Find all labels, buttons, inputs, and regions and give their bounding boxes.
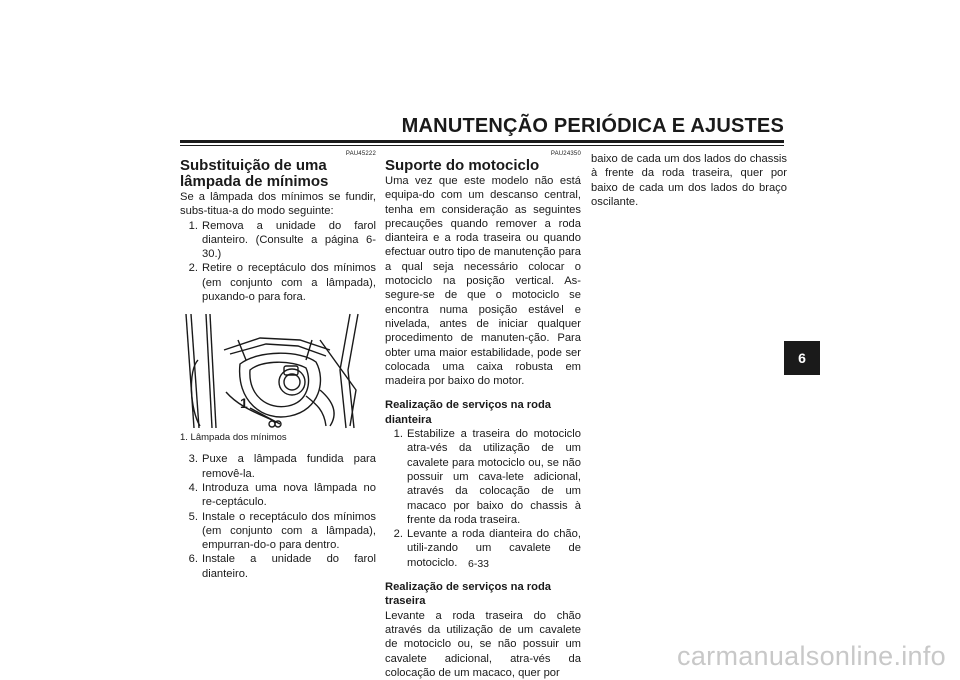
rear-wheel-text: Levante a roda traseira do chão através da utilização de um cavalete de motociclo ou, se não possuir um cavalete adicional, atra-vés da colocação de um macaco, quer por	[385, 609, 581, 679]
step-number: 5.	[188, 510, 198, 523]
subheading-rear-wheel: Realização de serviços na roda traseira	[385, 581, 552, 608]
step-text: Puxe a lâmpada fundida para removê-la.	[202, 453, 376, 480]
section-title-stand: Suporte do motociclo	[385, 157, 540, 174]
rear-wheel-text-continued: baixo de cada um dos lados do chassis à frente da roda traseira, quer por baixo de cada um dos lados do braço oscilante.	[591, 153, 787, 208]
header-rule-thin	[180, 145, 784, 146]
steps-list-a	[180, 219, 376, 305]
step-number: 1.	[188, 219, 198, 232]
figure-caption: 1. Lâmpada dos mínimos	[180, 432, 287, 444]
step-item	[180, 481, 376, 510]
step-item	[385, 427, 581, 527]
front-steps-list	[385, 427, 581, 570]
step-number: 6.	[188, 553, 198, 566]
step-text: Retire o receptáculo dos mínimos (em conjunto com a lâmpada), puxando-o para fora.	[202, 262, 376, 304]
subheading-front-wheel: Realização de serviços na roda dianteira	[385, 399, 552, 426]
steps-list-b	[180, 452, 376, 581]
step-number: 4.	[188, 481, 198, 494]
header-rule	[180, 140, 784, 143]
step-number: 1.	[393, 428, 403, 441]
step-number: 2.	[188, 262, 198, 275]
step-text: Introduza uma nova lâmpada no re-ceptáculo.	[202, 481, 376, 509]
step-text: Levante a roda dianteira do chão, utili-zando um cavalete de motociclo.	[407, 528, 581, 569]
column-left	[180, 150, 376, 581]
column-right	[591, 152, 787, 209]
step-text: Estabilize a traseira do motociclo atra-vés da utilização de um cavalete para motociclo ou, se não possuir um cava-lete adicional, através da colocação de um macaco por baixo do chassis à frente da roda traseira.	[407, 428, 581, 526]
chapter-tab: 6	[784, 341, 820, 375]
page-number: 6-33	[468, 558, 490, 570]
step-number: 2.	[393, 528, 403, 541]
chapter-title: MANUTENÇÃO PERIÓDICA E AJUSTES	[401, 115, 784, 137]
section-title-parking-lamp: Substituição de uma lâmpada de mínimos	[180, 157, 329, 190]
step-item	[180, 452, 376, 481]
step-item	[180, 219, 376, 262]
step-item	[180, 510, 376, 553]
step-number: 3.	[188, 453, 198, 466]
step-text: Instale a unidade do farol dianteiro.	[202, 553, 376, 580]
figure-callout: 1	[240, 395, 248, 412]
watermark: carmanualsonline.info	[677, 641, 946, 671]
section-intro: Uma vez que este modelo não está equipa-do com um descanso central, tenha em consideração as seguintes precauções quando remover a roda dianteira e a roda traseira ou quando efectuar outro tipo de manutenção para a qual seja necessário colocar o motociclo na posição vertical. As-segure-se de que o motociclo se encontra numa posição estável e nivelada, antes de iniciar qualquer procedimento de manuten-ção. Para obter uma maior estabilidade, pode ser colocada uma caixa robusta em madeira por baixo do motor.	[385, 175, 581, 388]
column-middle	[385, 150, 581, 680]
step-text: Remova a unidade do farol dianteiro. (Consulte a página 6-30.)	[202, 219, 376, 261]
step-item	[180, 261, 376, 304]
section-code: PAU24350	[550, 151, 581, 157]
section-intro: Se a lâmpada dos mínimos se fundir, subs-titua-a do modo seguinte:	[180, 191, 376, 218]
section-code: PAU45222	[345, 151, 376, 157]
headlight-illustration	[180, 310, 376, 430]
step-text: Instale o receptáculo dos mínimos (em conjunto com a lâmpada), empurran-do-o para dentro.	[202, 510, 376, 552]
step-item	[180, 552, 376, 581]
